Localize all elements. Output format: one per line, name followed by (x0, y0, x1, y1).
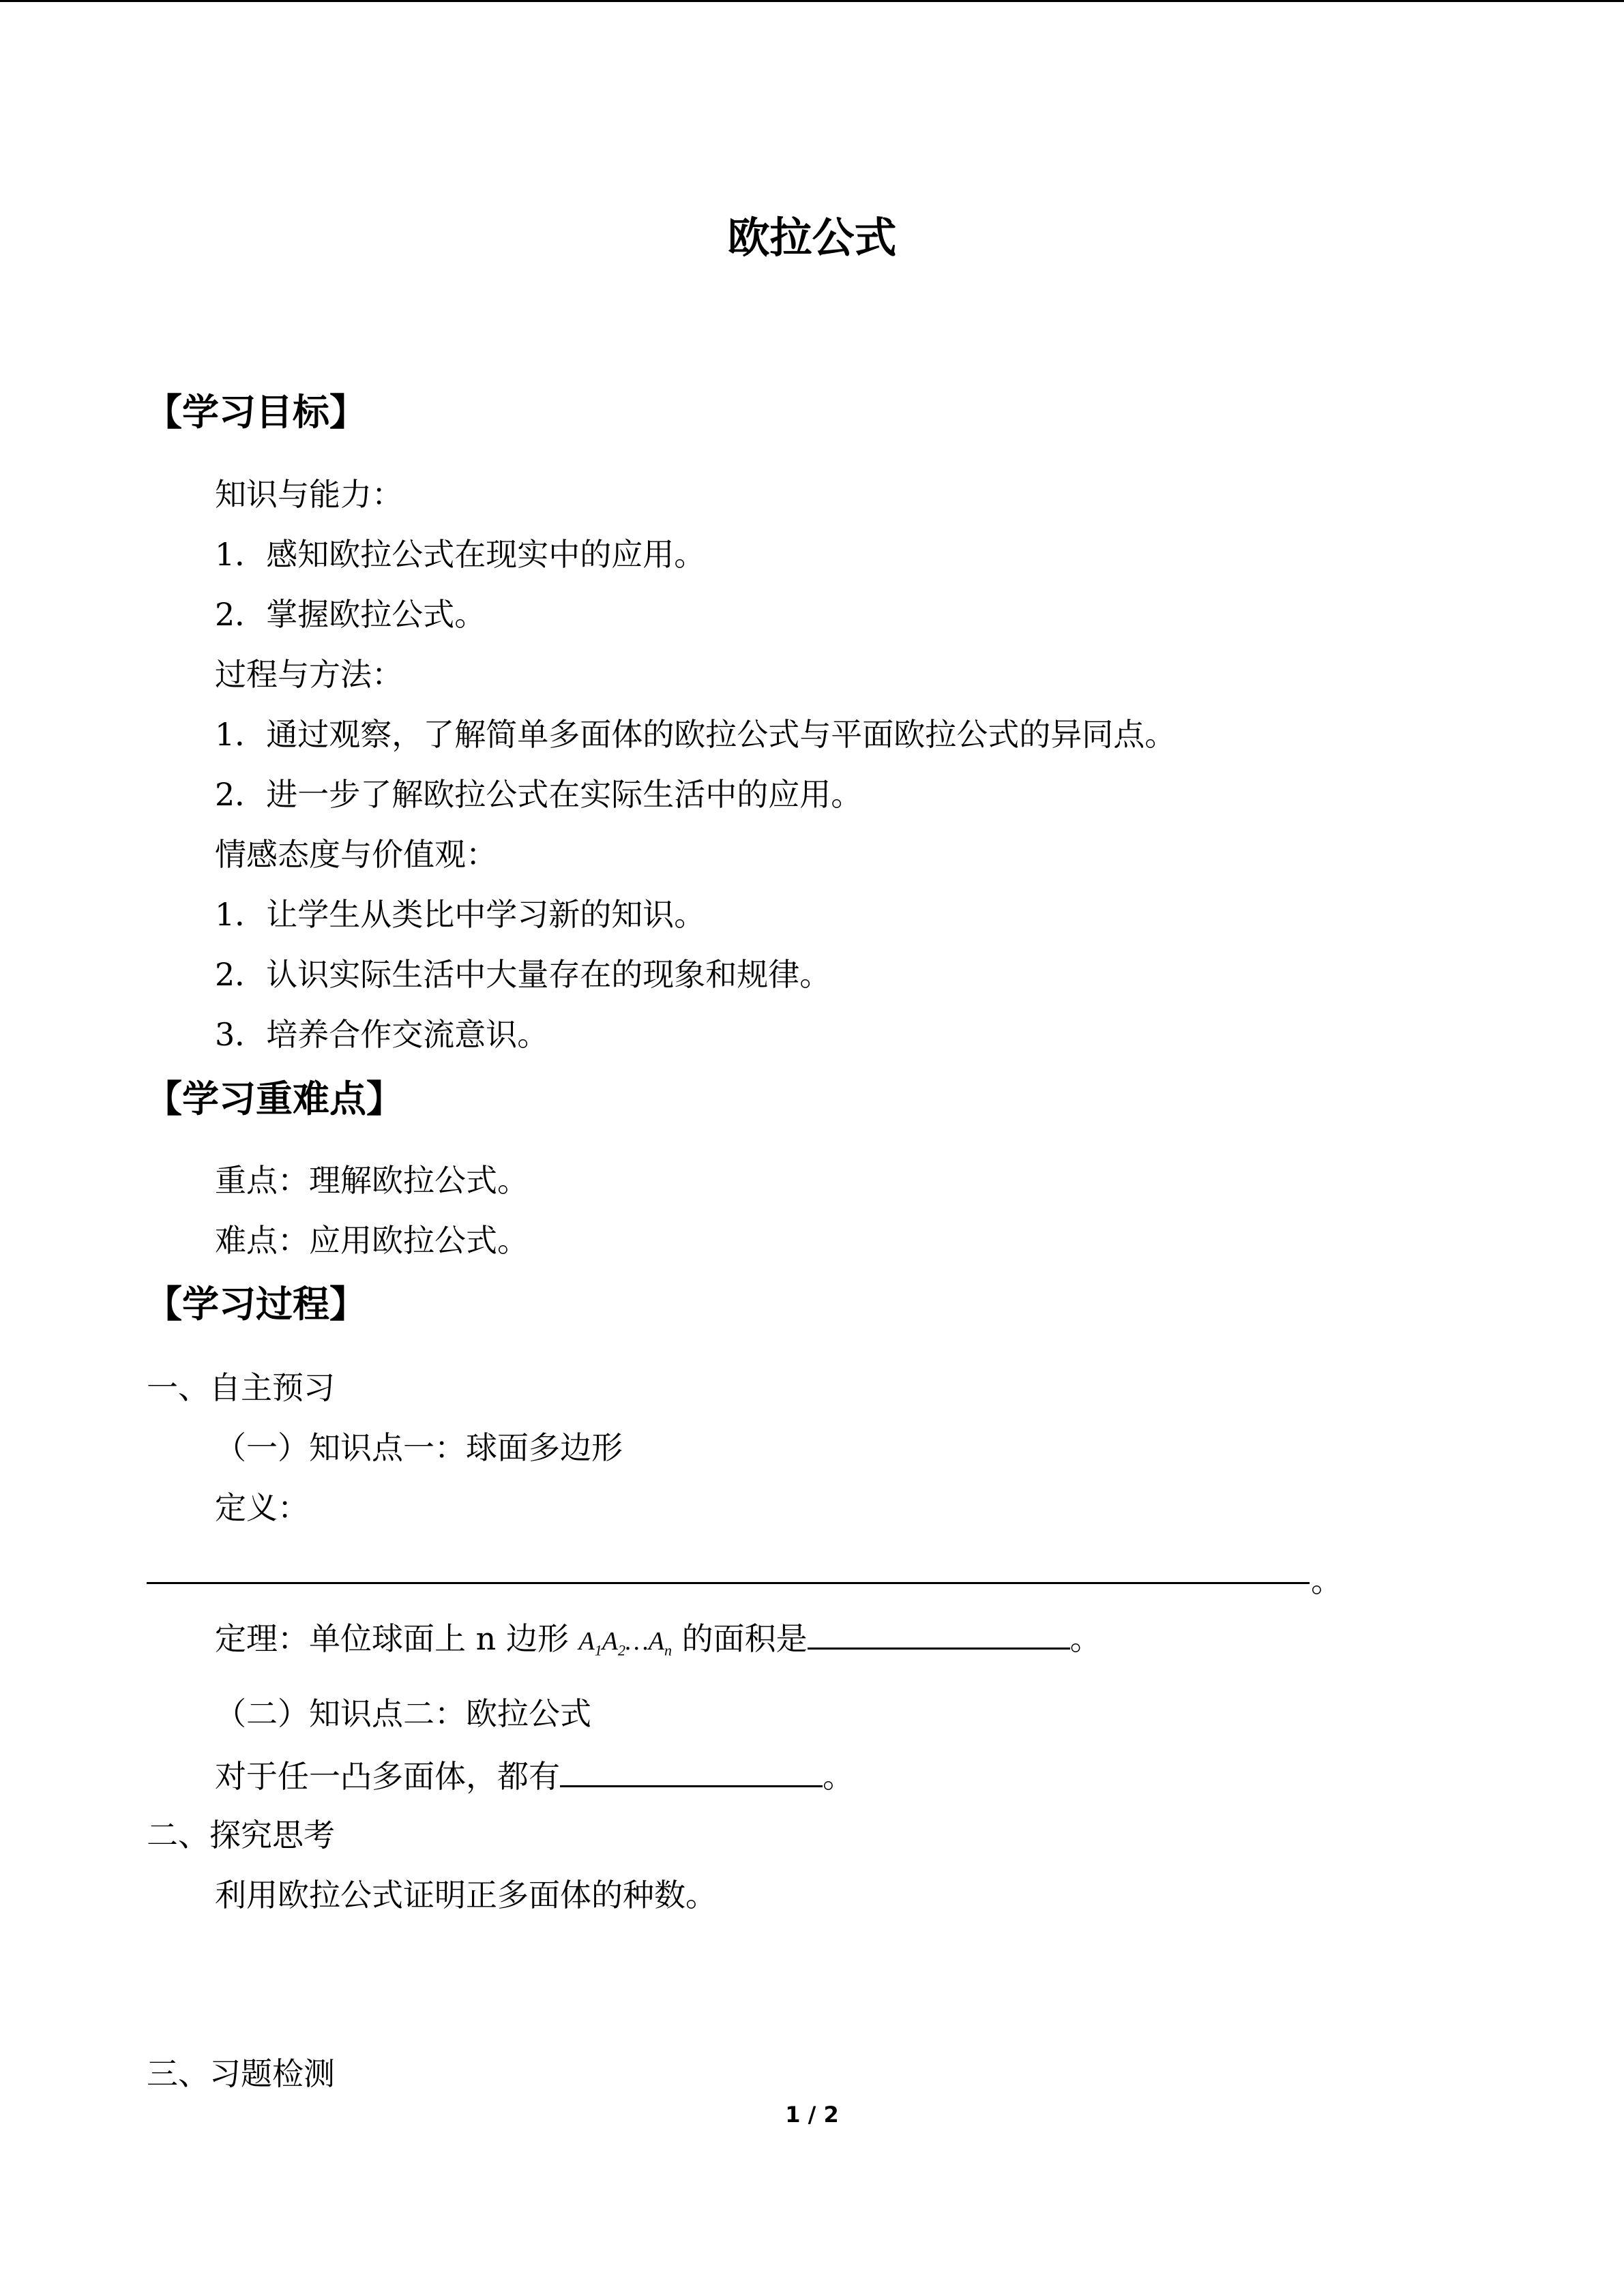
knowledge-label: 知识与能力： (215, 476, 403, 513)
heading-objectives: 【学习目标】 (145, 391, 366, 434)
part-self-study: 一、自主预习 (147, 1369, 335, 1406)
knowledge-point-1: （一）知识点一：球面多边形 (215, 1429, 623, 1466)
heading-process: 【学习过程】 (145, 1283, 366, 1326)
convex-period: 。 (823, 1758, 854, 1795)
definition-period: 。 (1311, 1562, 1342, 1599)
convex-line (215, 1758, 854, 1795)
emotion-item-3: 3．培养合作交流意识。 (215, 1016, 549, 1053)
part-explore: 二、探究思考 (147, 1817, 335, 1853)
definition-answer-line[interactable] (147, 1582, 1310, 1584)
difficult-point: 难点：应用欧拉公式。 (215, 1222, 529, 1259)
emotion-item-2: 2．认识实际生活中大量存在的现象和规律。 (215, 956, 831, 993)
emotion-label: 情感态度与价值观： (215, 836, 497, 873)
theorem-polygon-math: $A_1A_2\dots A_n$ (578, 1627, 672, 1659)
page-title: 欧拉公式 (727, 213, 897, 263)
euler-formula-blank[interactable] (560, 1759, 823, 1787)
emotion-item-1: 1．让学生从类比中学习新的知识。 (215, 896, 706, 933)
heading-keypoints: 【学习重难点】 (145, 1077, 403, 1120)
process-item-2: 2．进一步了解欧拉公式在实际生活中的应用。 (215, 776, 863, 813)
top-border-line (0, 0, 1624, 2)
theorem-line (215, 1622, 1102, 1658)
key-point: 重点：理解欧拉公式。 (215, 1162, 529, 1199)
convex-prefix: 对于任一凸多面体，都有 (215, 1758, 560, 1795)
process-item-1: 1．通过观察，了解简单多面体的欧拉公式与平面欧拉公式的异同点。 (215, 716, 1177, 753)
part-exercises: 三、习题检测 (147, 2055, 335, 2092)
theorem-suffix: 的面积是 (681, 1620, 808, 1657)
explore-task: 利用欧拉公式证明正多面体的种数。 (215, 1877, 717, 1913)
page-number: 1 / 2 (785, 2102, 839, 2128)
theorem-prefix: 定理：单位球面上 n 边形 (215, 1620, 569, 1657)
theorem-answer-blank[interactable] (808, 1622, 1070, 1650)
knowledge-item-2: 2．掌握欧拉公式。 (215, 596, 486, 633)
theorem-period: 。 (1069, 1620, 1102, 1657)
definition-label: 定义： (215, 1489, 309, 1526)
knowledge-item-1: 1．感知欧拉公式在现实中的应用。 (215, 536, 706, 573)
process-label: 过程与方法： (215, 656, 403, 693)
knowledge-point-2: （二）知识点二：欧拉公式 (215, 1695, 591, 1732)
